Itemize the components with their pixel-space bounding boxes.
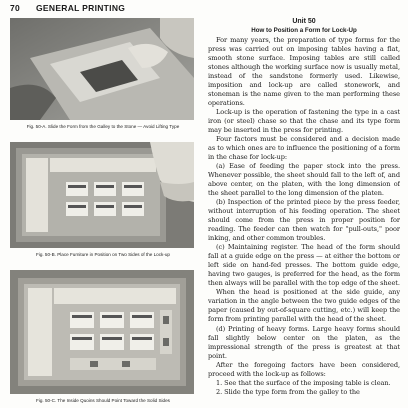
running-head-title: GENERAL PRINTING	[36, 3, 126, 13]
figure-photo-quoins	[10, 270, 194, 394]
body-paragraph: For many years, the preparation of type forms for the press was carried out on imposing tables having a flat, smooth stone surface. Imposing tables are still called stones although the working surface now is usually metal, instead of the sandstone formerly used. Likewise, imposition and lock-up are called stonework, and stoneman is the name given to the man performing these operations.	[208, 36, 400, 108]
figure-photo-slide-form	[10, 18, 194, 120]
body-paragraph: Lock-up is the operation of fastening the type in a cast iron (or steel) chase so that the chase and its type form may be inserted in the press for printing.	[208, 108, 400, 135]
body-paragraph: Four factors must be considered and a decision made as to which ones are to influence the positioning of a form in the chase for lock-up:	[208, 135, 400, 162]
running-head	[10, 3, 400, 15]
body-paragraph: After the foregoing factors have been considered, proceed with the lock-up as follows:	[208, 360, 400, 378]
figure-caption-3: Fig. 50-C. The Inside Quoins Should Point Toward the Solid Sides	[36, 398, 170, 403]
body-paragraph: (a) Ease of feeding the paper stock into the press. Whenever possible, the sheet should fall to the left of, and above center, on the platen, with the long dimension of the sheet parallel to the long dimension of the platen.	[208, 162, 400, 198]
figures-column	[10, 18, 202, 408]
unit-label: Unit 50	[292, 18, 316, 25]
body-paragraph: (c) Maintaining register. The head of the form should fall at a guide edge on the press — at either the bottom or left side on hand-fed presses. The bottom guide edge, having two gauges, is preferred for the head, as the form then always will be parallel with the top edge of the sheet.	[208, 243, 400, 288]
unit-title: How to Position a Form for Lock-Up	[251, 27, 357, 34]
quoins-photo-image	[10, 270, 194, 394]
body-paragraph: (b) Inspection of the printed piece by the press feeder, without interruption of his feeding operation. The sheet should come from the press in proper position for reading. The feeder can then watch for "pull-outs," poor inking, and other common troubles.	[208, 198, 400, 243]
figure-caption-1: Fig. 50-A. Slide the Form from the Galley to the Stone — Avoid Lifting Type	[26, 124, 180, 129]
figure-photo-furniture	[10, 142, 194, 248]
body-paragraph: When the head is positioned at the side guide, any variation in the angle between the two guide edges of the paper (caused by out-of-square cutting, etc.) will keep the form from printing parallel with the head of the sheet.	[208, 288, 400, 324]
unit-body	[208, 36, 400, 397]
furniture-photo-image	[10, 142, 194, 248]
figure-caption-2: Fig. 50-B. Place Furniture in Position on Two Sides of the Lock-up	[36, 252, 170, 257]
body-paragraph: 1. See that the surface of the imposing table is clean.	[216, 378, 391, 387]
unit-text-column	[208, 17, 400, 408]
slide-form-photo-image	[10, 18, 194, 120]
body-paragraph: (d) Printing of heavy forms. Large heavy forms should fall slightly below center on the platen, as the impressional strength of the press is greatest at that point.	[208, 324, 400, 360]
body-paragraph: 2. Slide the type form from the galley to the	[216, 387, 360, 396]
page-number: 70	[10, 3, 21, 13]
